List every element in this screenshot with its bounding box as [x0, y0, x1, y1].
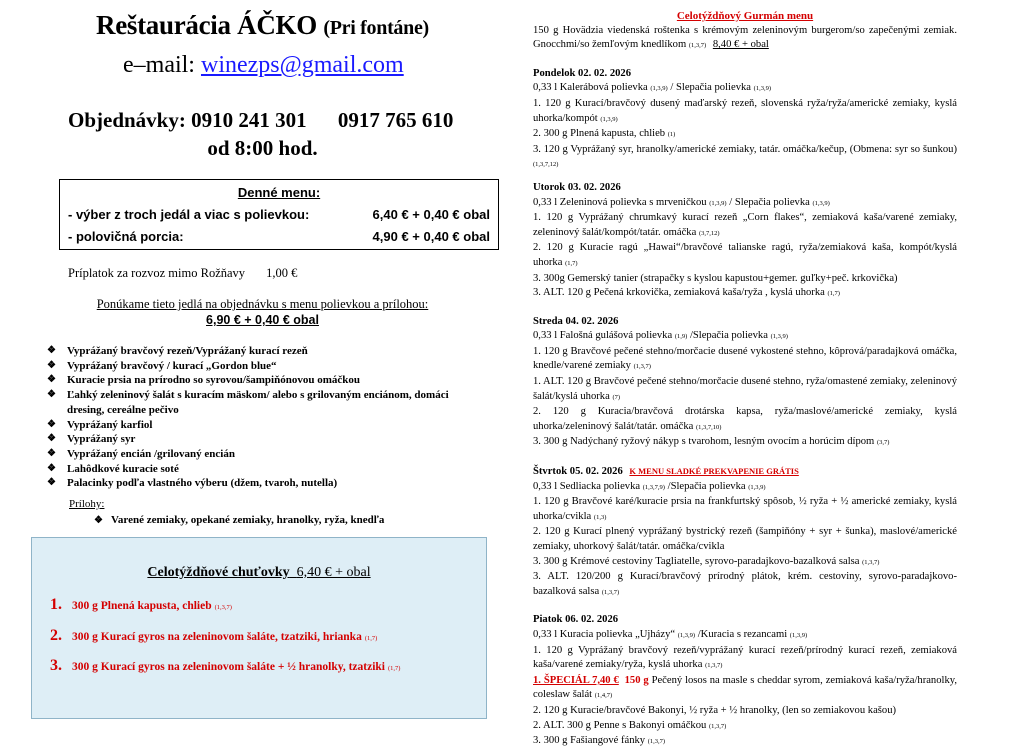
diamond-bullet-icon: ❖: [47, 345, 56, 356]
menu-item: 1. ALT. 120 g Bravčové pečené stehno/morčacie dusené stehno, ryža/omastené zemiaky, zeleninový šalát/kyslá uhorka (7): [533, 376, 957, 402]
soup-line: 0,33 l Falošná gulášová polievka (1,9) /Slepačia polievka (1,3,9): [533, 330, 788, 342]
order-dishes-list: [47, 344, 487, 491]
day-title-thursday: Štvrtok 05. 02. 2026 K MENU SLADKÉ PREKVAPENIE GRÁTIS: [533, 466, 799, 478]
left-column: [0, 0, 515, 724]
gourmet-heading: Celotýždňový Gurmán menu: [676, 10, 814, 22]
orders-line: [68, 108, 453, 133]
half-portion-price: 4,90 € + 0,40 € obal: [372, 229, 490, 244]
menu-item: 1. 120 g Bravčové karé/kuracie prsia na frankfurtský spôsob, ½ ryža + ½ americké zemiaky, kyslá uhorka/cvikla (1,3): [533, 496, 957, 522]
soup-line: 0,33 l Kalerábová polievka (1,3,9) / Slepačia polievka (1,3,9): [533, 82, 771, 94]
menu-item: 1. 120 g Kurací/bravčový dusený maďarský rezeň, slovenská ryža/ryža/americké zemiaky, kyslá uhorka/kompót (1,3,9): [533, 97, 957, 124]
allergen-code: (1,3,7): [688, 42, 707, 50]
right-column: [533, 0, 958, 747]
menu-item: 1. 120 g Bravčové pečené stehno/morčacie dusené vykostené stehno, kôprová/paradajková omáčka, knedle/varené zemiaky (1,3,7): [533, 345, 957, 372]
menu-item: 3. 300 g Fašiangové fánky (1,3,7): [533, 735, 666, 747]
menu-item: 2. 120 g Kuracie/bravčové Bakonyi, ½ ryža + ½ hranolky, (len so zemiakovou kašou): [533, 704, 897, 716]
diamond-bullet-icon: ❖: [47, 477, 56, 489]
surcharge-amount: 1,00 €: [266, 266, 298, 280]
allergen-code: (1,3,7): [214, 604, 232, 611]
sides-items: Varené zemiaky, opekané zemiaky, hranolky, ryža, knedľa: [110, 514, 385, 526]
diamond-bullet-icon: ❖: [47, 433, 56, 445]
restaurant-location: (Pri fontáne): [323, 17, 429, 39]
allergen-code: (1,7): [388, 665, 401, 672]
snack-item: 3. 300 g Kurací gyros na zeleninovom šaláte + ½ hranolky, tzatziki (1,7): [50, 657, 401, 674]
daily-menu-row-half: [68, 229, 490, 244]
menu-item: 1. 120 g Vyprážaný chrumkavý kurací rezeň „Corn flakes“, zemiaková kaša/varené zemiaky, zeleninový šalát/kompót/tatár. omáčka (3,7,12): [533, 212, 957, 238]
diamond-bullet-icon: ❖: [47, 418, 56, 430]
order-offer: [0, 296, 525, 328]
list-item: ❖ Lahôdkové kuracie soté: [47, 462, 179, 475]
soup-line: 0,33 l Zeleninová polievka s mrveničkou (1,3,9) / Slepačia polievka (1,3,9): [533, 196, 830, 208]
phone-2: 0917 765 610: [337, 108, 454, 132]
orders-label: Objednávky:: [68, 108, 186, 132]
list-item: ❖ Vyprážaný encián /grilovaný encián: [47, 447, 235, 460]
thursday-note: K MENU SLADKÉ PREKVAPENIE GRÁTIS: [629, 466, 799, 477]
email-label: e–mail:: [123, 52, 195, 78]
diamond-bullet-icon: ❖: [47, 447, 56, 459]
menu-item: 2. 120 g Kuracia/bravčová drotárska kapsa, ryža/maslové/americké zemiaky, kyslá uhorka/zeleninový šalát/tatár. omáčka (1,3,7,10): [533, 406, 957, 432]
list-item: ❖ Ľahký zeleninový šalát s kuracím mäskom/ alebo s grilovaným enciánom, domáci dresing, cereálne pečivo: [47, 389, 449, 416]
menu-item: 3. 300 g Krémové cestoviny Tagliatelle, syrovo-paradajkovo-bazalková salsa (1,3,7): [533, 555, 880, 567]
allergen-code: (1,7): [364, 635, 378, 642]
snack-item: 1. 300 g Plnená kapusta, chlieb (1,3,7): [50, 596, 232, 613]
menu-item: 2. 120 g Kuracie ragú „Hawai“/bravčové talianske ragú, ryža/zemiaková kaša, kompót/kyslá uhorka (1,7): [533, 242, 957, 268]
diamond-bullet-icon: ❖: [47, 374, 56, 386]
full-portion-price: 6,40 € + 0,40 € obal: [372, 207, 490, 222]
sides-list: [94, 514, 384, 526]
half-portion-label: - polovičná porcia:: [68, 229, 184, 244]
offer-text: Ponúkame tieto jedlá na objednávku s menu polievkou a prílohou:: [96, 297, 429, 311]
gourmet-item: 150 g Hovädzia viedenská roštenka s krémovým zeleninovým burgerom/so zapečenými zemiak. Gnocchmi/so žemľovým knedlíkom (1,3,7) 8,40 € + obal: [533, 24, 957, 51]
daily-menu-heading: Denné menu:: [237, 185, 321, 200]
soup-line: 0,33 l Sedliacka polievka (1,3,7,9) /Slepačia polievka (1,3,9): [533, 480, 766, 492]
list-item: ❖ Kuracie prsia na prírodno so syrovou/šampiňónovou omáčkou: [47, 374, 360, 387]
day-title-wednesday: Streda 04. 02. 2026: [533, 315, 619, 327]
menu-item: 3. ALT. 120/200 g Kurací/bravčový prírodný plátok, krém. cestoviny, syrovo-paradajkovo-bazalková salsa (1,3,7): [533, 571, 957, 597]
snacks-price: 6,40 € + obal: [296, 565, 371, 580]
soup-line: 0,33 l Kuracia polievka „Ujházy“ (1,3,9) /Kuracia s rezancami (1,3,9): [533, 628, 808, 640]
full-portion-label: - výber z troch jedál a viac s polievkou:: [68, 207, 310, 222]
email-line: [123, 52, 404, 79]
day-title-friday: Piatok 06. 02. 2026: [533, 614, 619, 626]
day-title-monday: Pondelok 02. 02. 2026: [533, 67, 632, 79]
menu-item: 1. 120 g Vyprážaný bravčový rezeň/vyprážaný kurací rezeň/prírodný kurací rezeň, zemiaková kaša/varené zemiaky/ryža, kyslá uhorka (1,3,7): [533, 644, 957, 671]
daily-menu-box: [59, 179, 499, 250]
list-item: ❖ Vyprážaný bravčový / kurací „Gordon blue“: [47, 359, 277, 372]
restaurant-name: Reštaurácia ÁČKO: [96, 10, 317, 40]
menu-item: 2. ALT. 300 g Penne s Bakonyi omáčkou (1,3,7): [533, 719, 727, 731]
day-title-tuesday: Utorok 03. 02. 2026: [533, 181, 621, 193]
special-item: 1. ŠPECIÁL 7,40 € 150 g Pečený losos na masle s cheddar syrom, zemiaková kaša/ryža/hranolky, coleslaw šalát (1,4,7): [533, 674, 958, 701]
list-item: ❖ Vyprážaný syr: [47, 433, 136, 446]
phone-1: 0910 241 301: [191, 108, 307, 132]
diamond-bullet-icon: ❖: [47, 389, 56, 401]
menu-item: 3. ALT. 120 g Pečená krkovička, zemiaková kaša/ryža , kyslá uhorka (1,7): [533, 287, 840, 299]
menu-item: 2. 300 g Plnená kapusta, chlieb (1): [533, 128, 676, 140]
weekly-snacks-box: [31, 537, 487, 719]
delivery-surcharge: [68, 266, 297, 281]
gourmet-price: 8,40 € + obal: [712, 39, 769, 51]
offer-price: 6,90 € + 0,40 € obal: [206, 313, 319, 327]
restaurant-title: [96, 10, 429, 41]
diamond-bullet-icon: ❖: [47, 462, 56, 474]
list-item: ❖ Vyprážaný karfiol: [47, 418, 153, 431]
menu-item: 3. 300 g Nadýchaný ryžový nákyp s tvarohom, lesným ovocím a horúcim dípom (3,7): [533, 436, 890, 448]
list-item: ❖ Vyprážaný bravčový rezeň/Vyprážaný kurací rezeň: [47, 345, 308, 357]
menu-item: 3. 300g Gemerský tanier (strapačky s kyslou kapustou+gemer. guľky+peč. krkovička): [533, 272, 898, 284]
surcharge-label: Príplatok za rozvoz mimo Rožňavy: [68, 266, 246, 280]
email-link[interactable]: winezps@gmail.com: [200, 52, 404, 78]
diamond-bullet-icon: ❖: [94, 515, 103, 526]
snacks-title: Celotýždňové chuťovky 6,40 € + obal: [147, 565, 371, 580]
menu-item: 2. 120 g Kurací plnený vyprážaný bystrický rezeň (šampiňóny + syr + šunka), maslové/americké zemiaky, uhorkový šalát/tatár. omáčka/cvikla: [533, 526, 957, 552]
sides-heading: Prílohy:: [69, 498, 105, 510]
list-item: ❖ Palacinky podľa vlastného výberu (džem, tvaroh, nutella): [47, 477, 338, 490]
order-hours: od 8:00 hod.: [207, 136, 318, 160]
menu-item: 3. 120 g Vyprážaný syr, hranolky/americké zemiaky, tatár. omáčka/kečup, (Obmena: syr so šunkou) (1,3,7,12): [533, 143, 957, 169]
special-label: 1. ŠPECIÁL 7,40 €: [533, 674, 619, 686]
snack-item: 2. 300 g Kurací gyros na zeleninovom šaláte, tzatziki, hrianka (1,7): [50, 627, 378, 644]
diamond-bullet-icon: ❖: [47, 359, 56, 371]
daily-menu-row-full: [68, 207, 490, 222]
